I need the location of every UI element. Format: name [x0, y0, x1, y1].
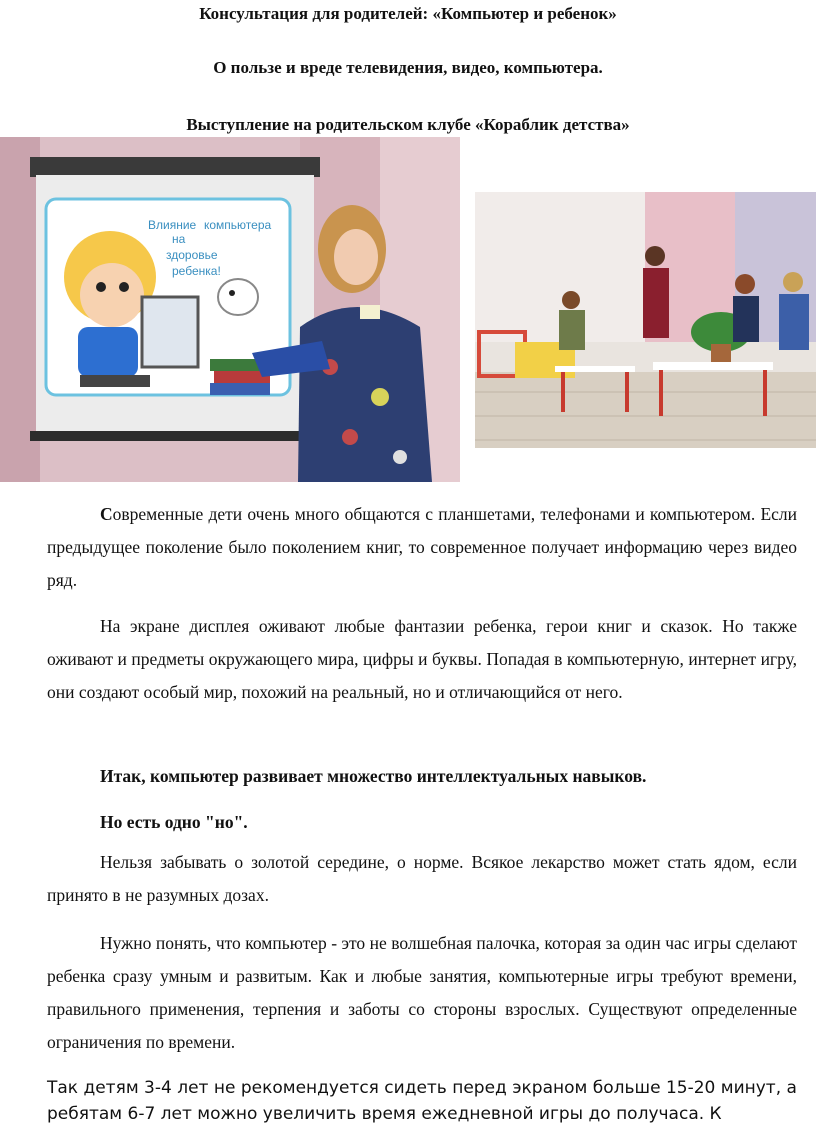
- screen-text-4: здоровье: [166, 248, 218, 262]
- paragraph-not-magic: Нужно понять, что компьютер - это не волшебная палочка, которая за один час игры сделают ребенка сразу умным и развитым. Как и любые занятия, компьютерные игры требуют времени, правильного применения, терпения и заботы со стороны взрослых. Существуют определенные ограничения по времени.: [47, 933, 797, 1052]
- screen-text-1: Влияние: [148, 218, 197, 232]
- screen-text-2: компьютера: [204, 218, 272, 232]
- drop-cap: С: [100, 504, 113, 524]
- speaker-photo: [0, 137, 460, 482]
- paragraph-time-limits: Так детям 3-4 лет не рекомендуется сидеть перед экраном больше 15-20 минут, а ребятам 6-7 лет можно увеличить время ежедневной игры до получаса. К: [47, 1078, 797, 1124]
- paragraph-intro: [47, 498, 797, 597]
- paragraph-golden-mean: Нельзя забывать о золотой середине, о норме. Всякое лекарство может стать ядом, если принято в не разумных дозах.: [47, 852, 797, 905]
- meeting-photo-illustration: [475, 192, 816, 448]
- speaker-photo-illustration: [0, 137, 460, 482]
- meeting-photo: [475, 192, 816, 448]
- paragraph-but: Но есть одно "но".: [100, 812, 248, 832]
- event-heading: Выступление на родительском клубе «Кораблик детства»: [186, 115, 630, 134]
- paragraph-skills: Итак, компьютер развивает множество интеллектуальных навыков.: [100, 766, 647, 786]
- document-subtitle: О пользе и вреде телевидения, видео, компьютера.: [213, 58, 603, 77]
- paragraph-intro-text: овременные дети очень много общаются с планшетами, телефонами и компьютером. Если предыдущее поколение было поколением книг, то современное получает информацию через видео ряд.: [47, 504, 797, 590]
- screen-text-5: ребенка!: [172, 264, 221, 278]
- screen-text-3: на: [172, 232, 186, 246]
- document-title: Консультация для родителей: «Компьютер и ребенок»: [199, 4, 617, 23]
- paragraph-fantasies: На экране дисплея оживают любые фантазии ребенка, герои книг и сказок. Но также оживают и предметы окружающего мира, цифры и буквы. Попадая в компьютерную, интернет игру, они создают особый мир, похожий на реальный, но и отличающийся от него.: [47, 616, 797, 702]
